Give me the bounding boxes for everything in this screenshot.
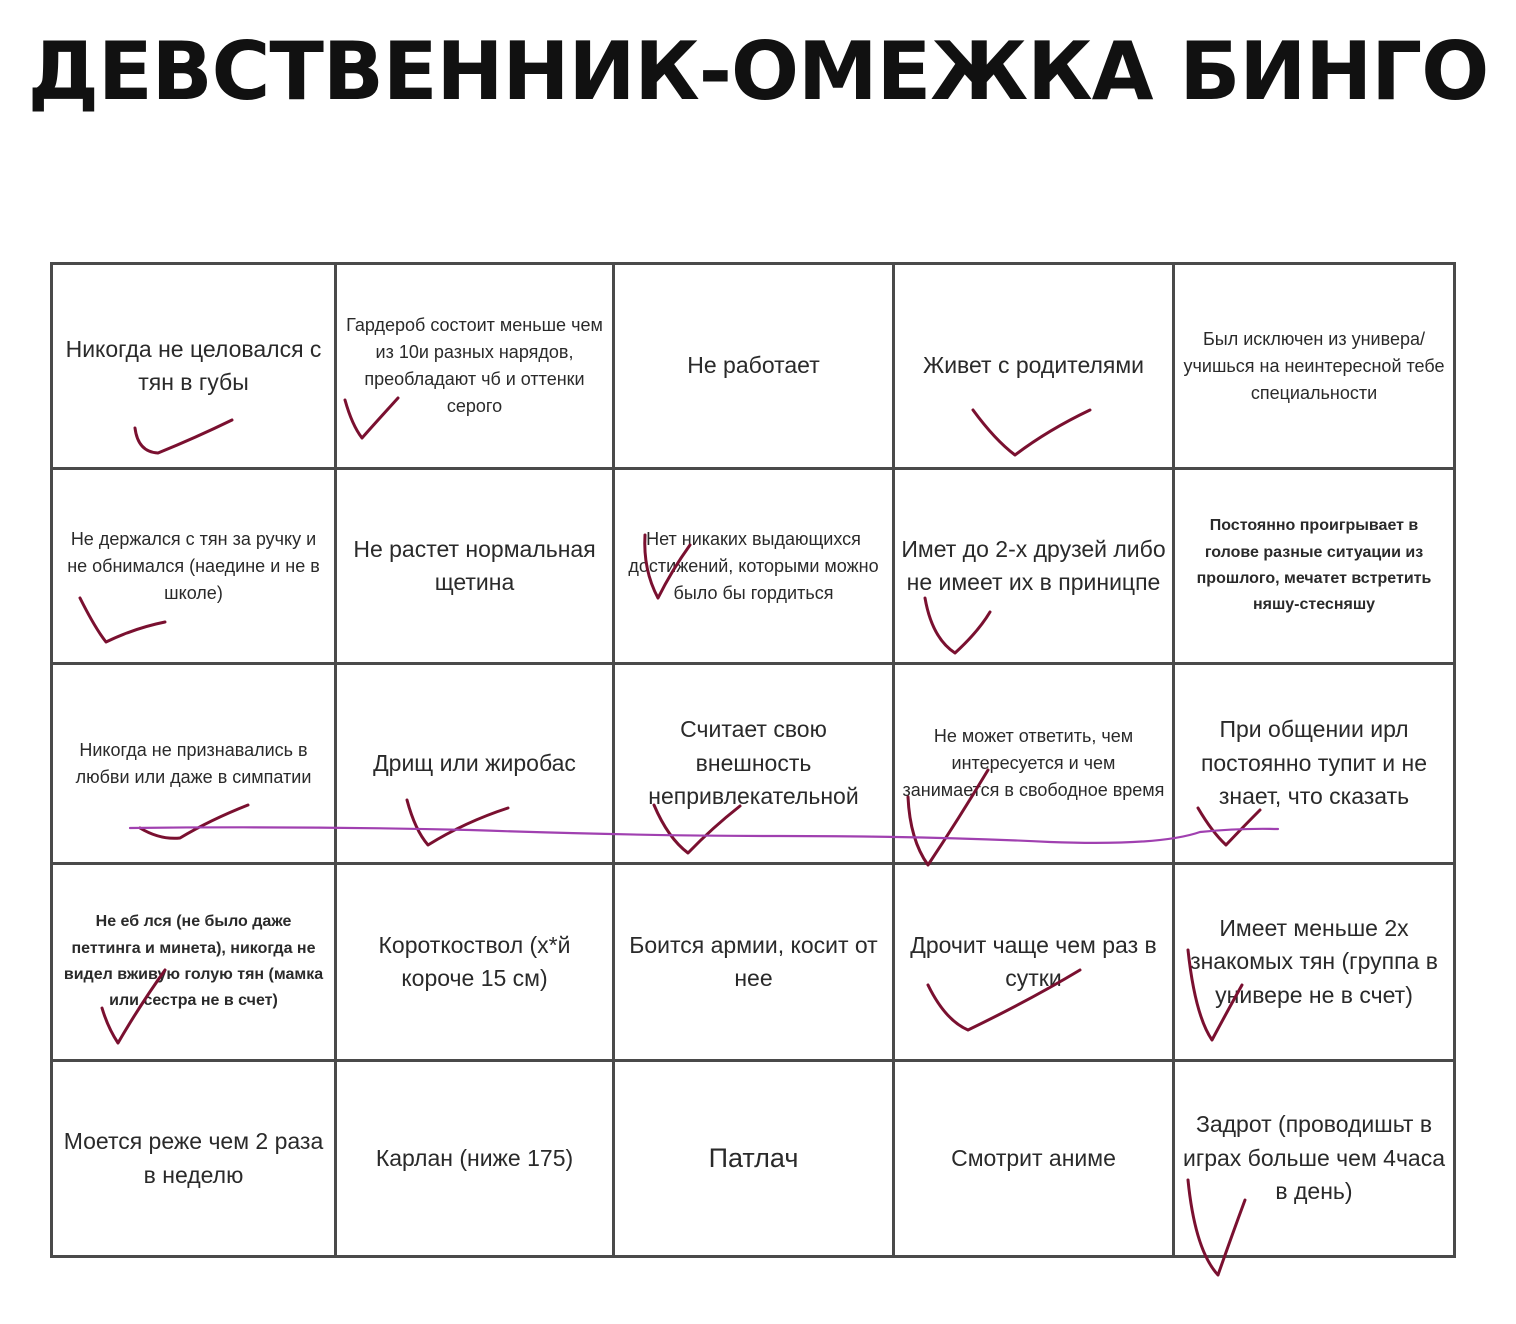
cell-text: Не еб лся (не было даже петтинга и минета), никогда не видел вживую голую тян (мамка или сестра не в счет) — [63, 913, 324, 1010]
cell-text: Постоянно проигрывает в голове разные ситуации из прошлого, мечатет встретить няшу-стесняшу — [1196, 517, 1432, 614]
bingo-cell — [53, 1062, 337, 1255]
bingo-cell — [53, 665, 337, 865]
bingo-cell — [1175, 665, 1453, 865]
bingo-cell — [1175, 265, 1453, 470]
cell-text: Никогда не целовался с тян в губы — [65, 335, 322, 395]
bingo-cell — [337, 265, 615, 470]
bingo-cell — [895, 665, 1175, 865]
bingo-cell — [895, 1062, 1175, 1255]
bingo-cell — [895, 865, 1175, 1062]
bingo-cell — [895, 265, 1175, 470]
bingo-cell — [1175, 470, 1453, 665]
bingo-cell — [615, 470, 895, 665]
cell-text: Задрот (проводишьт в играх больше чем 4часа в день) — [1182, 1111, 1446, 1205]
bingo-cell — [337, 665, 615, 865]
cell-text: Не может ответить, чем интересуется и чем занимается в свободное время — [902, 726, 1165, 800]
bingo-cell — [337, 1062, 615, 1255]
cell-text: Гардероб состоит меньше чем из 10и разных нарядов, преобладают чб и оттенки серого — [346, 315, 603, 416]
cell-text: Имет до 2-х друзей либо не имеет их в приницпе — [901, 535, 1166, 595]
cell-text: Не держался с тян за ручку и не обнимался (наедине и не в школе) — [67, 528, 320, 603]
bingo-cell — [337, 470, 615, 665]
bingo-cell — [615, 865, 895, 1062]
cell-text: Карлан (ниже 175) — [375, 1144, 574, 1171]
cell-text: Считает свою внешность непривлекательной — [648, 716, 859, 810]
bingo-cell — [895, 470, 1175, 665]
bingo-cell — [1175, 865, 1453, 1062]
cell-text: Был исключен из универа/учишься на неинтересной тебе специальности — [1183, 328, 1445, 403]
cell-text: Короткоствол (х*й короче 15 см) — [378, 931, 571, 991]
cell-text: Дрочит чаще чем раз в сутки — [910, 931, 1157, 991]
bingo-cell — [615, 265, 895, 470]
bingo-cell — [337, 865, 615, 1062]
cell-text: Не работает — [687, 352, 820, 379]
bingo-cell — [53, 470, 337, 665]
page-title: ДЕВСТВЕННИК-ОМЕЖКА БИНГО — [27, 25, 1489, 118]
cell-text: Никогда не признавались в любви или даже в симпатии — [75, 739, 312, 787]
bingo-cell — [53, 265, 337, 470]
cell-text: Имеет меньше 2х знакомых тян (группа в универе не в счет) — [1190, 914, 1438, 1008]
cell-text: При общении ирл постоянно тупит и не знает, что сказать — [1200, 716, 1428, 810]
cell-text: Моется реже чем 2 раза в неделю — [63, 1128, 324, 1188]
cell-text: Живет с родителями — [922, 352, 1145, 379]
bingo-cell — [53, 865, 337, 1062]
cell-text: Патлач — [708, 1142, 799, 1173]
cell-text: Не растет нормальная щетина — [353, 535, 596, 595]
bingo-cell — [615, 665, 895, 865]
cell-text: Дрищ или жиробас — [373, 749, 576, 776]
bingo-cell — [615, 1062, 895, 1255]
cell-text: Боится армии, косит от нее — [629, 931, 878, 991]
bingo-board — [50, 262, 1456, 1258]
cell-text: Смотрит аниме — [951, 1144, 1116, 1171]
bingo-cell — [1175, 1062, 1453, 1255]
cell-text: Нет никаких выдающихся достижений, которыми можно было бы гордиться — [628, 528, 879, 603]
